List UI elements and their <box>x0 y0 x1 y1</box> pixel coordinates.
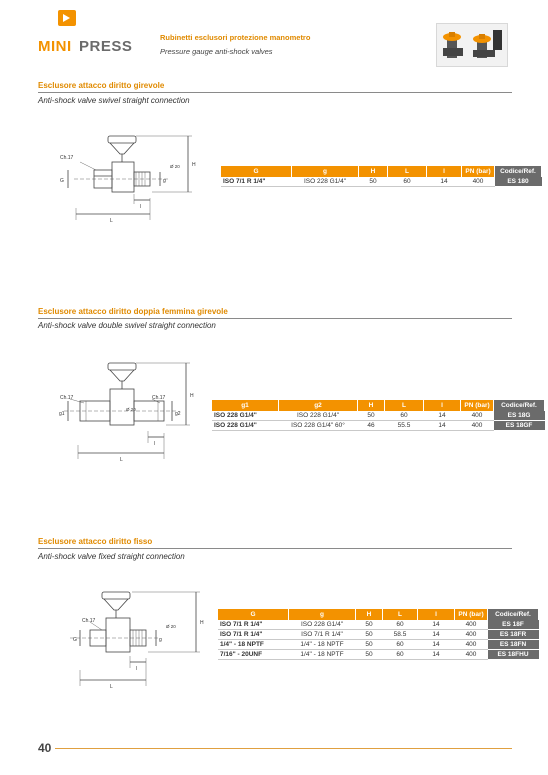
product-code: ES 18GF <box>494 421 545 431</box>
header-subtitle: Pressure gauge anti-shock valves <box>160 47 273 56</box>
section-3-table <box>218 609 539 660</box>
table-header: PN (bar) <box>462 166 495 177</box>
table-cell: 14 <box>418 650 455 660</box>
ch17-label-right: Ch.17 <box>152 395 166 401</box>
table-header: g <box>292 166 359 177</box>
dim-l-label: l <box>154 441 156 447</box>
table-cell: 400 <box>461 421 494 431</box>
dim-L-label: L <box>120 457 123 463</box>
table-header: g2 <box>279 400 358 411</box>
dim-L-label: L <box>110 218 113 224</box>
table-cell: 55.5 <box>385 421 424 431</box>
table-header-row <box>221 166 542 177</box>
header-title: Rubinetti esclusori protezione manometro <box>160 33 311 42</box>
table-cell: 14 <box>418 640 455 650</box>
table-cell: 14 <box>424 411 461 421</box>
table-cell: 400 <box>462 177 495 187</box>
ch17-label-left: Ch.17 <box>60 395 74 401</box>
table-row <box>218 630 539 640</box>
table-header: g1 <box>212 400 279 411</box>
section-3-subtitle: Anti-shock valve fixed straight connection <box>38 552 185 561</box>
table-cell: 400 <box>455 640 488 650</box>
dim-g2-label: g2 <box>175 411 181 417</box>
ch17-label: Ch.17 <box>82 618 96 624</box>
section-3-rule <box>38 548 512 549</box>
table-header: PN (bar) <box>455 609 488 620</box>
table-cell: ISO 228 G1/4" 60° <box>279 421 358 431</box>
table-cell: 60 <box>383 620 418 630</box>
table-cell: 50 <box>358 411 385 421</box>
table-row <box>212 411 545 421</box>
table-cell: 50 <box>356 640 383 650</box>
table-cell: ISO 7/1 R 1/4" <box>221 177 292 187</box>
table-header: PN (bar) <box>461 400 494 411</box>
table-cell: ISO 228 G1/4" <box>212 411 279 421</box>
table-cell: 60 <box>388 177 427 187</box>
table-header: Codice/Ref. <box>488 609 539 620</box>
table-header: L <box>388 166 427 177</box>
product-code: ES 180 <box>495 177 542 187</box>
table-cell: 14 <box>427 177 462 187</box>
dim-G-label: G <box>60 178 64 184</box>
dim-L-label: L <box>110 684 113 690</box>
table-cell: 14 <box>418 620 455 630</box>
logo-mini: MINI <box>38 38 72 55</box>
dim-H-label: H <box>200 620 204 626</box>
dim-H-label: H <box>190 393 194 399</box>
page-number: 40 <box>38 741 55 755</box>
table-header: L <box>385 400 424 411</box>
table-header-row <box>212 400 545 411</box>
table-cell: 400 <box>455 620 488 630</box>
section-1-table <box>221 166 542 187</box>
table-cell: 50 <box>356 620 383 630</box>
table-row <box>218 640 539 650</box>
product-code: ES 18FN <box>488 640 539 650</box>
product-code: ES 18FHU <box>488 650 539 660</box>
table-cell: ISO 228 G1/4" <box>292 177 359 187</box>
product-photo <box>436 23 508 67</box>
table-header: Codice/Ref. <box>495 166 542 177</box>
dim-l-label: l <box>136 666 138 672</box>
table-cell: 50 <box>356 630 383 640</box>
table-header: H <box>356 609 383 620</box>
diameter-label: Ø 20 <box>170 164 180 169</box>
table-cell: ISO 7/1 R 1/4" <box>289 630 356 640</box>
table-row <box>212 421 545 431</box>
section-3-drawing <box>40 584 210 699</box>
table-header-row <box>218 609 539 620</box>
table-row <box>218 620 539 630</box>
table-cell: 400 <box>455 650 488 660</box>
product-code: ES 18G <box>494 411 545 421</box>
table-cell: 50 <box>359 177 388 187</box>
table-cell: 60 <box>383 650 418 660</box>
section-2-rule <box>38 318 512 319</box>
table-cell: ISO 228 G1/4" <box>289 620 356 630</box>
section-1-drawing <box>40 128 210 233</box>
product-code: ES 18FR <box>488 630 539 640</box>
section-2-drawing <box>40 355 200 470</box>
table-cell: 400 <box>455 630 488 640</box>
section-2-table <box>212 400 545 431</box>
table-cell: 46 <box>358 421 385 431</box>
table-cell: ISO 7/1 R 1/4" <box>218 620 289 630</box>
table-header: G <box>218 609 289 620</box>
table-row <box>218 650 539 660</box>
table-header: G <box>221 166 292 177</box>
product-code: ES 18F <box>488 620 539 630</box>
table-cell: ISO 228 G1/4" <box>212 421 279 431</box>
section-3-title: Esclusore attacco diritto fisso <box>38 537 153 546</box>
section-2-subtitle: Anti-shock valve double swivel straight connection <box>38 321 216 330</box>
table-cell: 1/4" - 18 NPTF <box>289 640 356 650</box>
ch17-label: Ch.17 <box>60 155 74 161</box>
logo-arrow-icon <box>63 14 70 22</box>
table-header: l <box>418 609 455 620</box>
table-cell: 58.5 <box>383 630 418 640</box>
dim-l-label: l <box>140 204 142 210</box>
table-cell: ISO 7/1 R 1/4" <box>218 630 289 640</box>
diameter-label: Ø 20 <box>126 407 136 412</box>
dim-G-label: G <box>73 637 77 643</box>
table-cell: 14 <box>418 630 455 640</box>
table-header: Codice/Ref. <box>494 400 545 411</box>
table-header: L <box>383 609 418 620</box>
table-cell: 7/16" - 20UNF <box>218 650 289 660</box>
dim-H-label: H <box>192 162 196 168</box>
table-header: g <box>289 609 356 620</box>
footer-rule <box>38 748 512 749</box>
logo-press: PRESS <box>79 38 133 55</box>
table-cell: 1/4" - 18 NPTF <box>289 650 356 660</box>
table-header: H <box>358 400 385 411</box>
table-header: l <box>424 400 461 411</box>
table-cell: 50 <box>356 650 383 660</box>
section-1-title: Esclusore attacco diritto girevole <box>38 81 165 90</box>
dim-g1-label: g1 <box>59 411 65 417</box>
table-row <box>221 177 542 187</box>
section-2-title: Esclusore attacco diritto doppia femmina girevole <box>38 307 228 316</box>
dim-g-label: g <box>159 637 162 643</box>
table-cell: ISO 228 G1/4" <box>279 411 358 421</box>
section-1-rule <box>38 92 512 93</box>
table-cell: 60 <box>385 411 424 421</box>
section-1-subtitle: Anti-shock valve swivel straight connection <box>38 96 190 105</box>
table-cell: 400 <box>461 411 494 421</box>
table-cell: 1/4" - 18 NPTF <box>218 640 289 650</box>
diameter-label: Ø 20 <box>166 624 176 629</box>
dim-g-label: g <box>163 178 166 184</box>
table-header: H <box>359 166 388 177</box>
table-header: l <box>427 166 462 177</box>
table-cell: 60 <box>383 640 418 650</box>
table-cell: 14 <box>424 421 461 431</box>
